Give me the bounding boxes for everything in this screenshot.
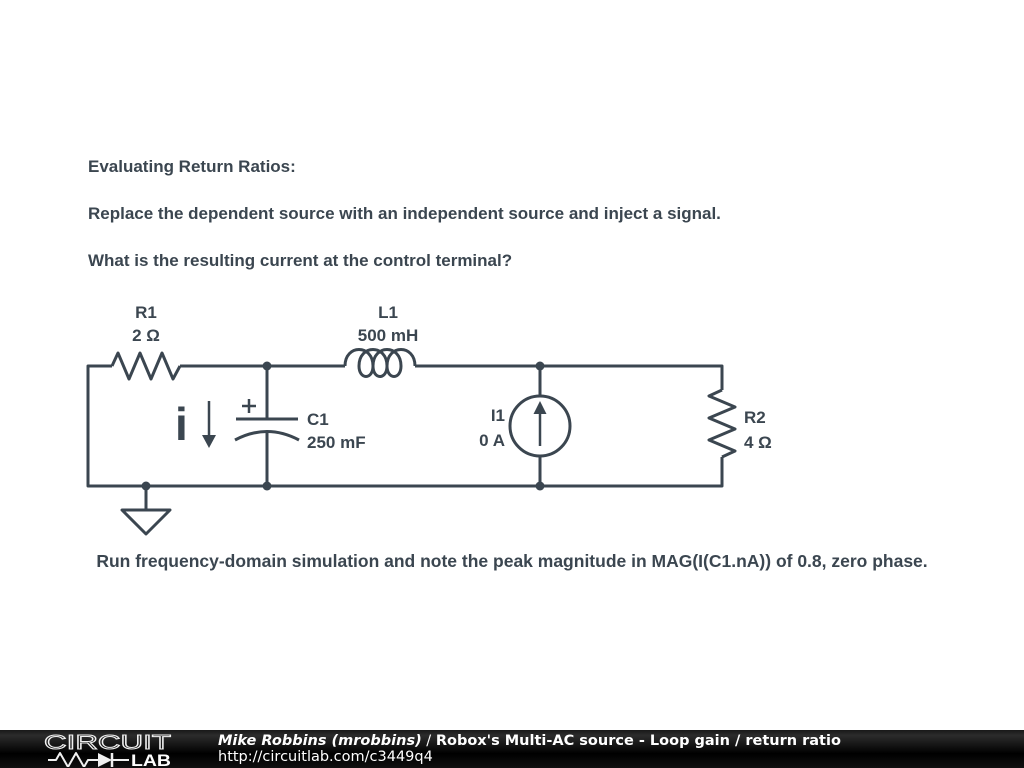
inductor-l1-symbol	[345, 350, 415, 377]
label-i1-value: 0 A	[479, 431, 505, 450]
label-r1-name: R1	[135, 303, 157, 322]
footer-text	[218, 733, 841, 765]
logo-lab-text: LAB	[131, 751, 171, 767]
heading-line-1: Evaluating Return Ratios:	[88, 157, 296, 176]
footer-author: Mike Robbins (mrobbins)	[218, 733, 422, 749]
heading-line-2: Replace the dependent source with an independent source and inject a signal.	[88, 204, 721, 223]
wire	[415, 366, 722, 390]
circuitlab-logo	[42, 731, 174, 767]
footer-bar	[0, 730, 1024, 768]
resistor-r2-symbol	[709, 390, 735, 457]
diode-icon	[94, 753, 129, 767]
label-r2-value: 4 Ω	[744, 433, 772, 452]
label-r2-name: R2	[744, 408, 766, 427]
capacitor-c1-symbol	[235, 366, 299, 486]
logo-circuit-text: CIRCUIT	[44, 732, 171, 754]
label-i1-name: I1	[490, 406, 505, 425]
current-direction-arrow-icon	[202, 401, 216, 448]
label-r1-value: 2 Ω	[132, 326, 160, 345]
footer-title: Robox's Multi-AC source - Loop gain / return ratio	[435, 733, 841, 749]
plus-icon	[242, 399, 256, 413]
junction-dot	[263, 482, 272, 491]
footer-url: http://circuitlab.com/c3449q4	[218, 749, 433, 765]
label-l1-name: L1	[378, 303, 398, 322]
label-c1-value: 250 mF	[307, 433, 366, 452]
footer-separator: /	[421, 733, 436, 749]
caption: Run frequency-domain simulation and note the peak magnitude in MAG(I(C1.nA)) of 0.8, zero phase.	[96, 551, 928, 571]
ground-icon	[122, 486, 170, 534]
heading-line-3: What is the resulting current at the control terminal?	[88, 251, 513, 270]
label-c1-name: C1	[307, 410, 329, 429]
junction-dot	[536, 482, 545, 491]
footer-line-1	[218, 733, 841, 749]
junction-dot	[536, 362, 545, 371]
label-l1-value: 500 mH	[357, 326, 419, 345]
circuit-schematic	[0, 295, 1024, 550]
current-source-i1-symbol	[510, 366, 570, 486]
junction-dot	[263, 362, 272, 371]
junction-dot	[142, 482, 151, 491]
resistor-icon	[48, 753, 94, 767]
current-label: i	[175, 398, 188, 450]
resistor-r1-symbol	[112, 353, 180, 379]
